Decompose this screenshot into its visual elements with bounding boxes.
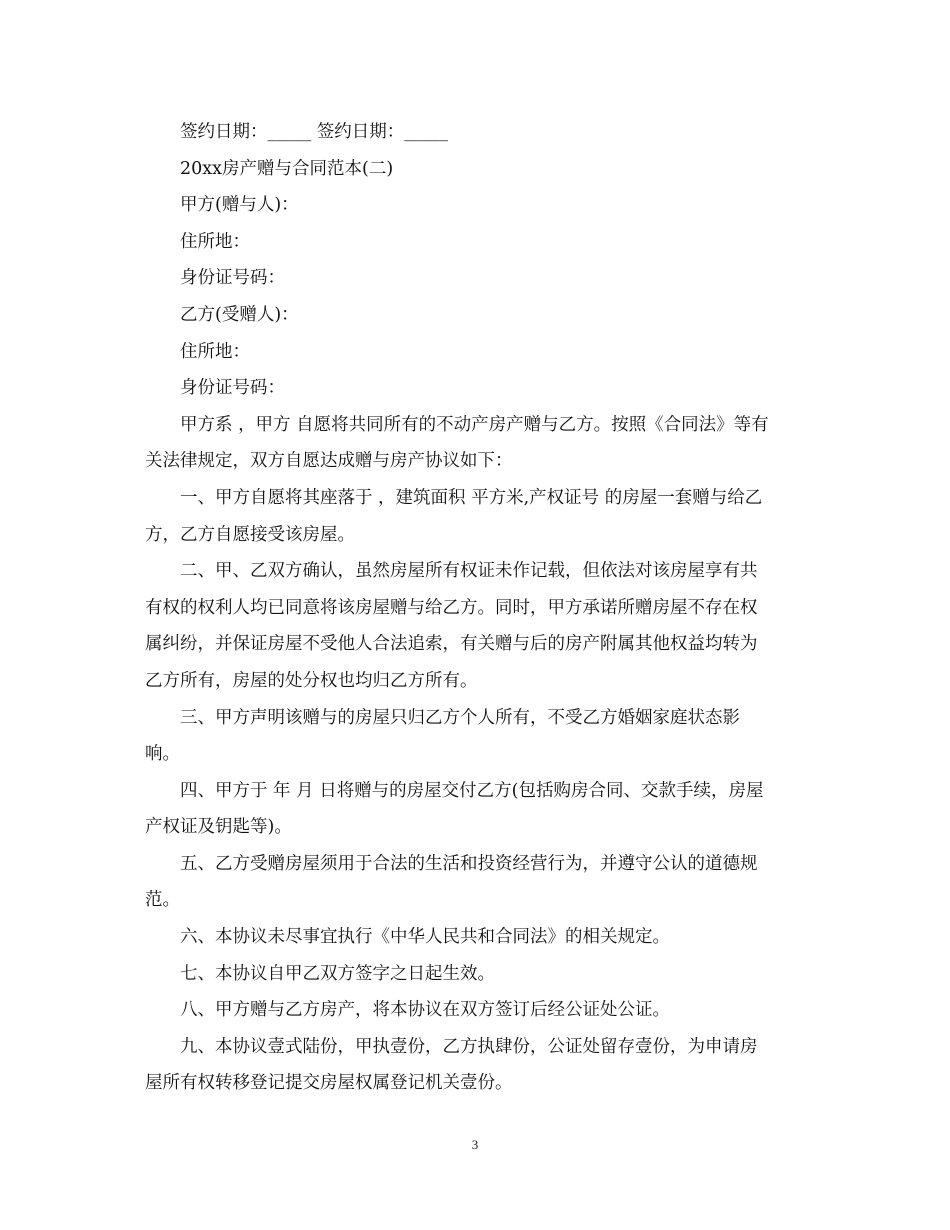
clause-8-line: 八、甲方赠与乙方房产，将本协议在双方签订后经公证处公证。 xyxy=(180,1000,670,1021)
party-a-address: 住所地： xyxy=(180,231,250,252)
contract-title: 20xx房产赠与合同范本(二) xyxy=(180,158,394,179)
signing-date-line: 签约日期：_____ 签约日期：_____ xyxy=(180,122,449,142)
clause-2-line: 属纠纷，并保证房屋不受他人合法追索，有关赠与后的房产附属其他权益均转为 xyxy=(145,634,758,655)
clause-4-line: 产权证及钥匙等)。 xyxy=(145,817,292,838)
preamble-line: 甲方系 ，甲方 自愿将共同所有的不动产房产赠与乙方。按照《合同法》等有 xyxy=(180,414,769,435)
clause-2-line: 有权的权利人均已同意将该房屋赠与给乙方。同时，甲方承诺所赠房屋不存在权 xyxy=(145,597,758,618)
clause-4-line: 四、甲方于 年 月 日将赠与的房屋交付乙方(包括购房合同、交款手续，房屋 xyxy=(180,780,764,801)
party-b-id-number: 身份证号码： xyxy=(180,378,285,399)
clause-3-line: 响。 xyxy=(145,744,180,765)
clause-7-line: 七、本协议自甲乙双方签字之日起生效。 xyxy=(180,963,495,984)
clause-6-line: 六、本协议未尽事宜执行《中华人民共和合同法》的相关规定。 xyxy=(180,927,670,948)
party-b-address: 住所地： xyxy=(180,341,250,362)
clause-1-line: 一、甲方自愿将其座落于 ，建筑面积 平方米,产权证号 的房屋一套赠与给乙 xyxy=(180,487,763,508)
clause-5-line: 范。 xyxy=(145,890,180,911)
clause-1-line: 方，乙方自愿接受该房屋。 xyxy=(145,524,355,545)
clause-9-line: 屋所有权转移登记提交房屋权属登记机关壹份。 xyxy=(145,1073,513,1094)
preamble-line: 关法律规定，双方自愿达成赠与房产协议如下： xyxy=(145,451,513,472)
clause-2-line: 乙方所有，房屋的处分权也均归乙方所有。 xyxy=(145,670,478,691)
party-b-heading: 乙方(受赠人)： xyxy=(180,304,299,325)
party-a-heading: 甲方(赠与人)： xyxy=(180,195,299,216)
clause-3-line: 三、甲方声明该赠与的房屋只归乙方个人所有，不受乙方婚姻家庭状态影 xyxy=(180,707,740,728)
clause-9-line: 九、本协议壹式陆份，甲执壹份，乙方执肆份，公证处留存壹份，为申请房 xyxy=(180,1036,758,1057)
page-number: 3 xyxy=(471,1137,479,1152)
clause-5-line: 五、乙方受赠房屋须用于合法的生活和投资经营行为，并遵守公认的道德规 xyxy=(180,853,758,874)
clause-2-line: 二、甲、乙双方确认，虽然房屋所有权证未作记载，但依法对该房屋享有共 xyxy=(180,561,758,582)
party-a-id-number: 身份证号码： xyxy=(180,268,285,289)
document-body xyxy=(145,114,807,1102)
